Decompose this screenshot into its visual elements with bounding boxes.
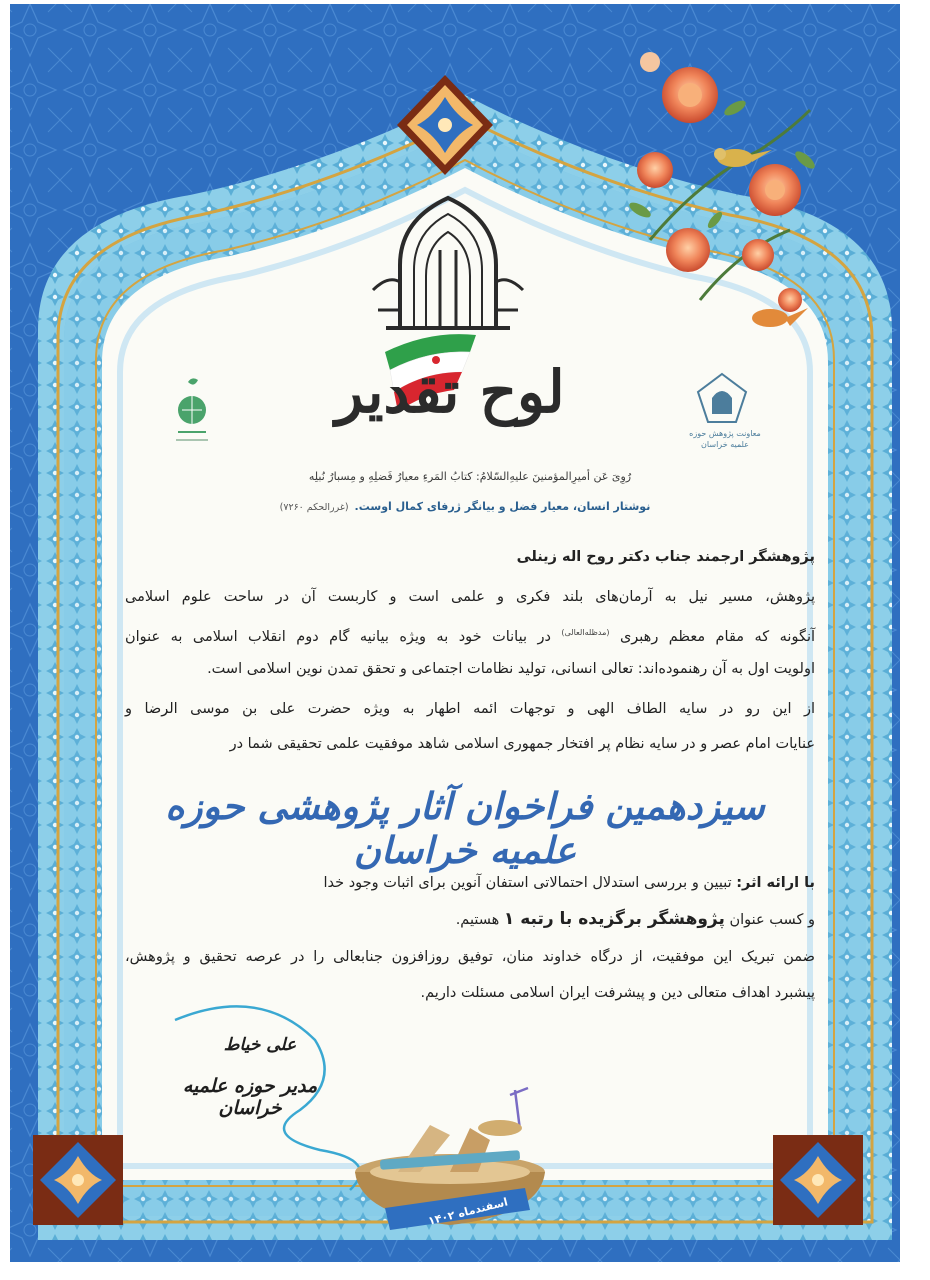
closing-line-1: ضمن تبریک این موفقیت، از درگاه خداوند منان، توفیق روزافزون جنابعالی را در عرصه تحقیق و پژوهش، <box>125 949 815 965</box>
hadith-translation <box>230 500 700 513</box>
paragraph-line-2a: آنگونه که مقام معظم رهبری <box>619 628 816 645</box>
closing-line-2: پیشبرد اهداف متعالی دین و پیشرفت ایران اسلامی مسئلت داریم. <box>420 985 815 1001</box>
signatory-title: مدیر حوزه علمیه خراسان <box>182 1075 318 1119</box>
paragraph-line-2 <box>125 616 815 654</box>
signatory-name: علی خیاط <box>223 1035 297 1055</box>
date-badge: اسفندماه ۱۴۰۲ <box>426 1195 510 1228</box>
paragraph-line-2b: در بیانات خود به ویژه بیانیه گام دوم انقلاب اسلامی به عنوان <box>125 628 551 645</box>
work-line <box>125 866 815 900</box>
paragraph-line-5: عنایات امام عصر و در سایه نظام پر افتخار جمهوری اسلامی شاهد موفقیت علمی تحقیقی شما در <box>229 736 815 752</box>
rank-title: پژوهشگر برگزیده با رتبه ۱ <box>503 909 725 929</box>
rank-prefix: و کسب عنوان <box>729 912 815 928</box>
work-title: تبیین و بررسی استدلال احتمالاتی استفان آنوین برای اثبات وجود خدا <box>323 875 732 891</box>
recipient-line: پژوهشگر ارجمند جناب دکتر روح اله زینلی <box>516 549 815 565</box>
work-label: با ارائه اثر: <box>736 875 815 891</box>
certificate-title: لوح تقدیر <box>335 358 565 426</box>
paragraph-line-4: از این رو در سایه الطاف الهی و توجهات ائمه اطهار به ویژه حضرت علی بن موسی الرضا و <box>125 701 815 717</box>
hadith-source: (غررالحکم ۷۲۶۰) <box>279 502 349 513</box>
rank-suffix: هستیم. <box>455 912 500 928</box>
hadith-arabic: رُوِیَ عَن أمیرِالمؤمنینَ علیهِ‌السّلامُ: کتابُ المَرءِ معیارُ فَضلِهِ و مِسبارُ نُبلِه <box>308 470 632 483</box>
paragraph-line-3: اولویت اول به آن رهنموده‌اند: تعالی انسانی، تولید نظامات اجتماعی و تحقق تمدن نوین اسلامی است. <box>207 661 815 677</box>
event-title: سیزدهمین فراخوان آثار پژوهشی حوزه علمیه خراسان <box>165 784 765 872</box>
rank-line <box>125 902 815 937</box>
right-logo-caption: معاونت پژوهش حوزه علمیه خراسان <box>689 429 761 449</box>
paragraph-line-1: پژوهش، مسیر نیل به آرمان‌های بلند فکری و علمی است و کاربست آن در ساحت علوم اسلامی <box>125 589 815 605</box>
leader-honorific: (مدظله‌العالی) <box>561 628 610 637</box>
hadith-translation-text: نوشتار انسان، معیار فضل و بیانگر ژرفای کمال اوست. <box>354 500 651 513</box>
